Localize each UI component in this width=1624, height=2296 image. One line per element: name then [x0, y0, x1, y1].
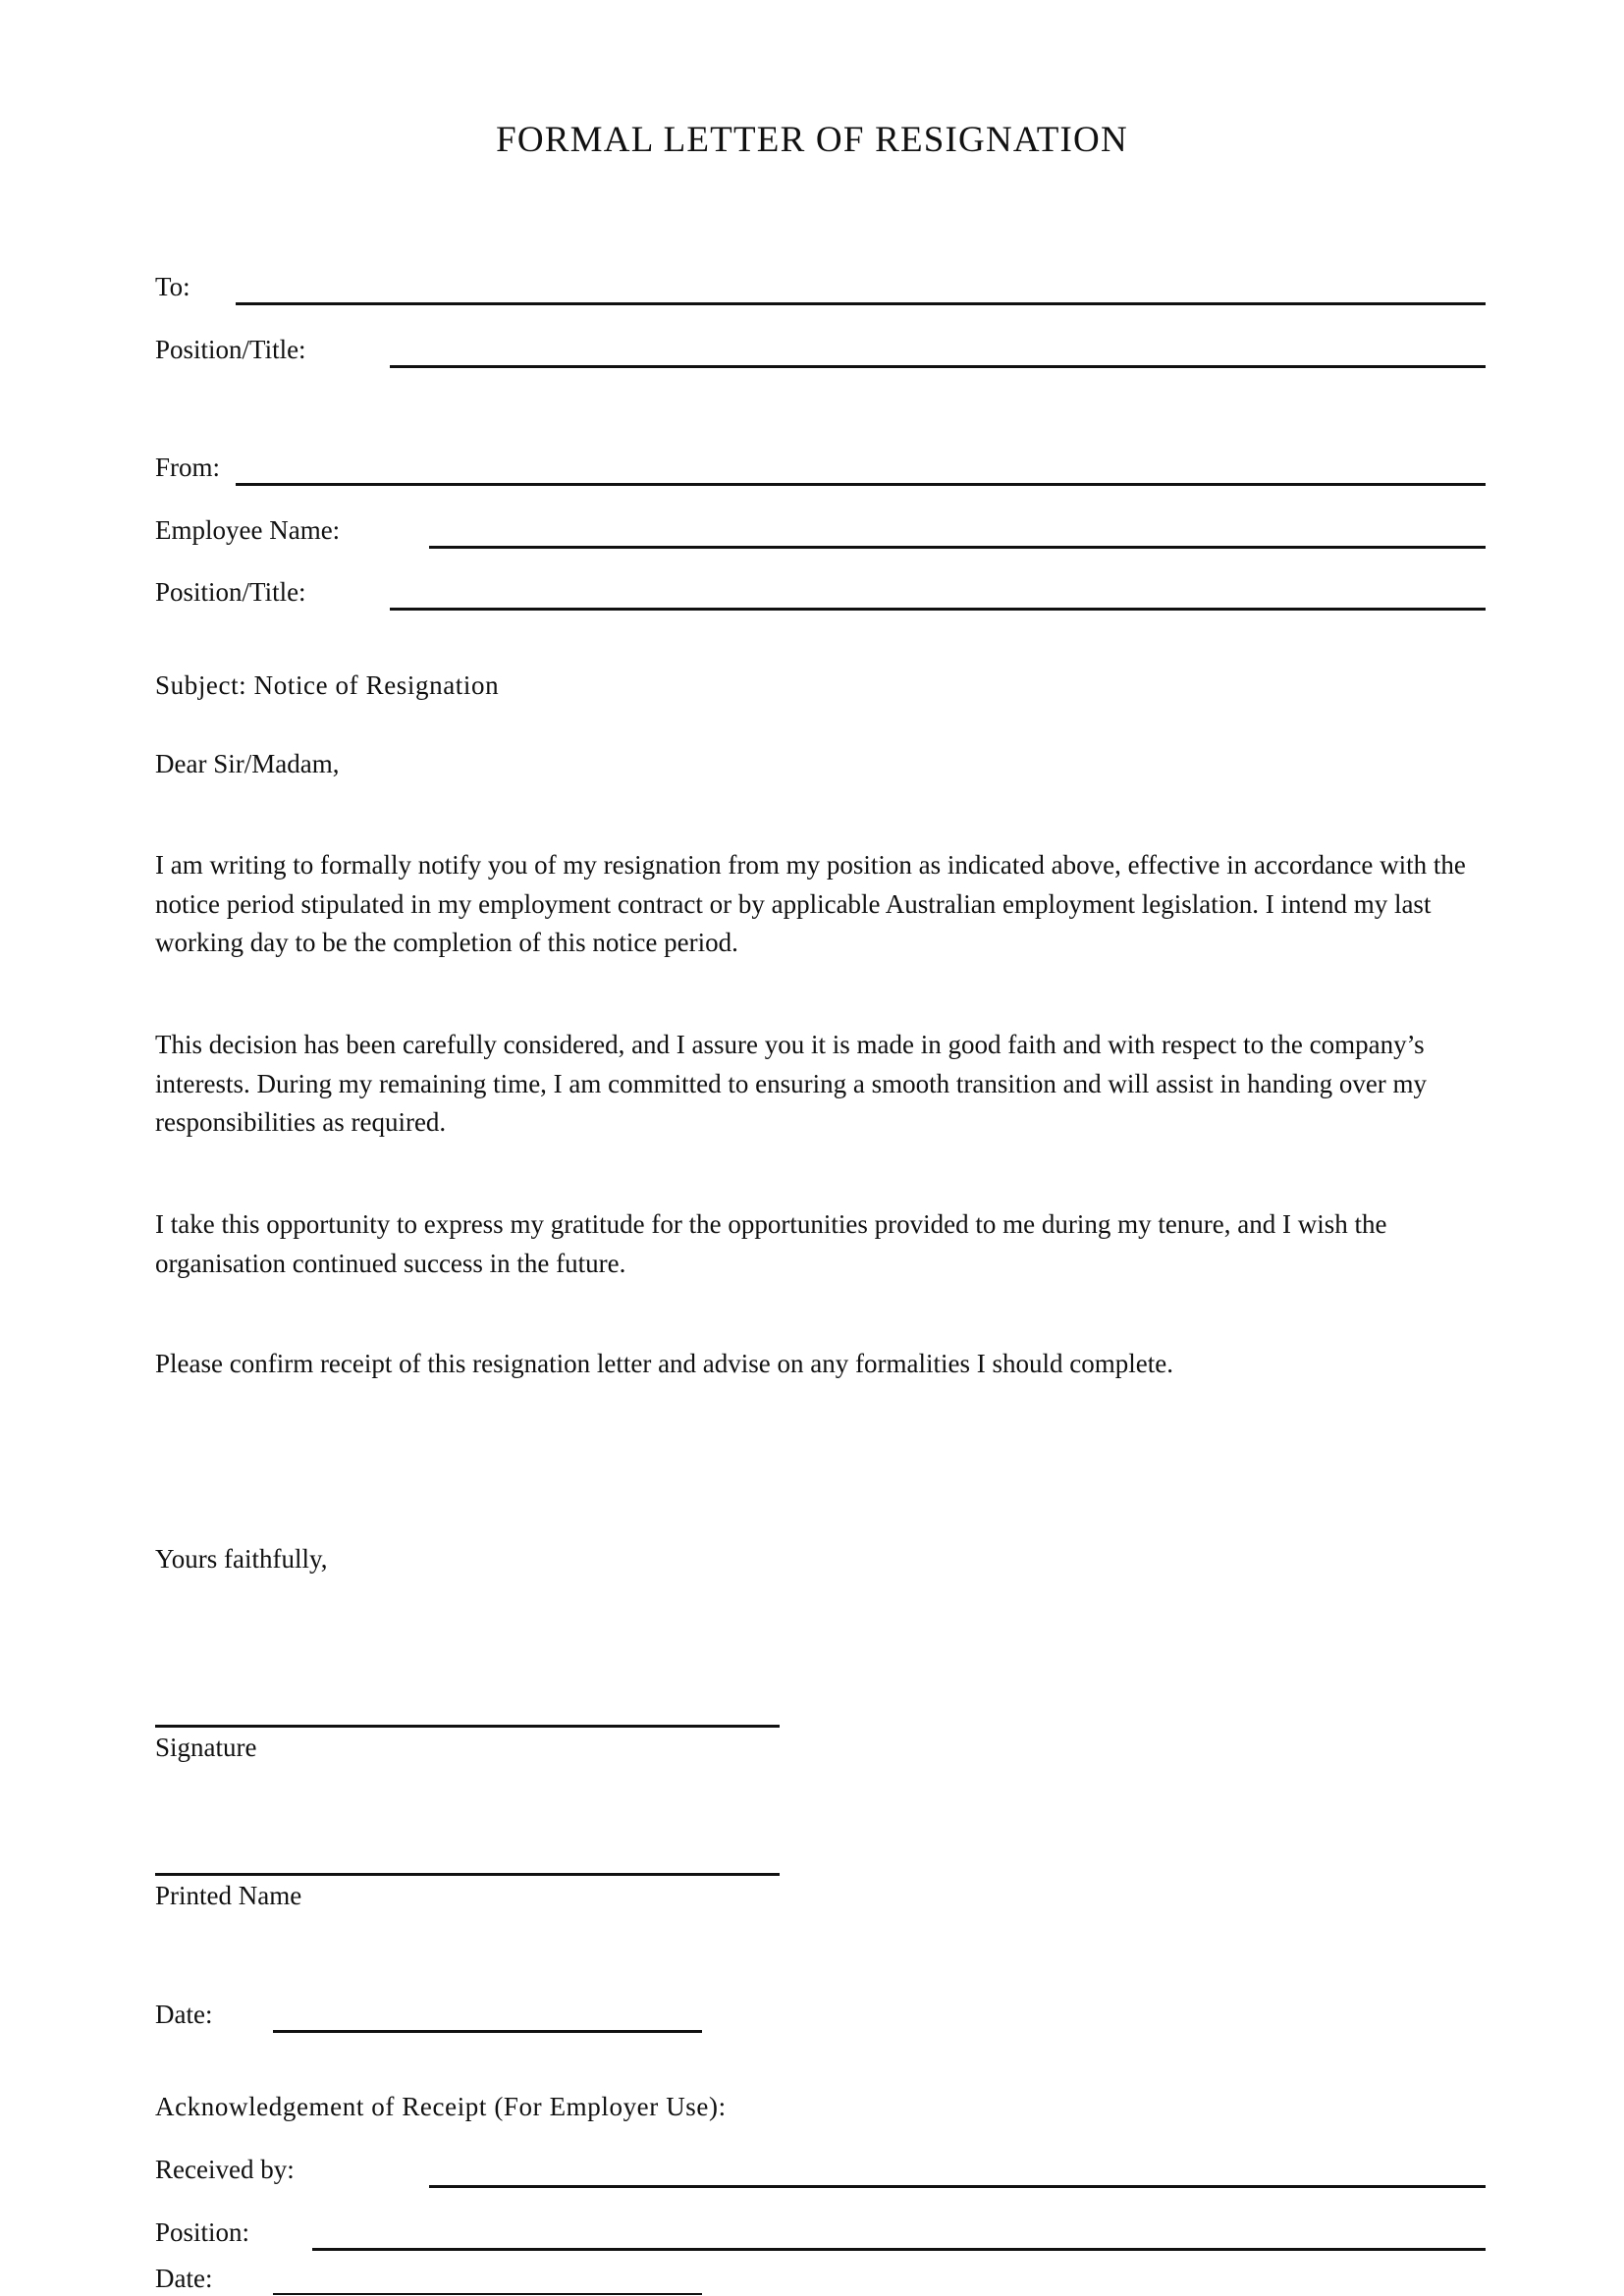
salutation: Dear Sir/Madam, — [155, 749, 340, 778]
signature-field-line[interactable] — [155, 1725, 780, 1728]
ack-position-field-line[interactable] — [312, 2248, 1486, 2251]
to-position-field-line[interactable] — [390, 365, 1486, 368]
printed-name-label: Printed Name — [155, 1881, 302, 1910]
ack-date-label: Date: — [155, 2264, 213, 2293]
received-by-label: Received by: — [155, 2155, 295, 2184]
signature-label: Signature — [155, 1733, 257, 1762]
from-position-field-line[interactable] — [390, 608, 1486, 611]
to-field-line[interactable] — [236, 302, 1486, 305]
ack-date-field-line[interactable] — [273, 2293, 702, 2295]
subject-line: Subject: Notice of Resignation — [155, 670, 500, 700]
body-paragraph-4: Please confirm receipt of this resignation letter and advise on any formalities I should complete. — [155, 1349, 1173, 1378]
body-paragraph-3: I take this opportunity to express my gratitude for the opportunities provided to me during my tenure, and I wish the organisation continued success in the future. — [155, 1209, 1387, 1278]
closing: Yours faithfully, — [155, 1544, 328, 1574]
to-position-label: Position/Title: — [155, 335, 306, 364]
acknowledgement-heading: Acknowledgement of Receipt (For Employer Use): — [155, 2092, 727, 2121]
from-position-label: Position/Title: — [155, 577, 306, 607]
body-paragraph-1: I am writing to formally notify you of my resignation from my position as indicated above, effective in accordance with the notice period stipulated in my employment contract or by applicable Australian employment legislation. I intend my last working day to be the completion of this notice period. — [155, 850, 1466, 957]
ack-position-label: Position: — [155, 2217, 250, 2247]
received-by-field-line[interactable] — [429, 2185, 1486, 2188]
employee-name-label: Employee Name: — [155, 515, 341, 545]
date-label: Date: — [155, 2000, 213, 2029]
from-field-line[interactable] — [236, 483, 1486, 486]
document-title: FORMAL LETTER OF RESIGNATION — [496, 120, 1128, 160]
date-field-line[interactable] — [273, 2030, 702, 2033]
to-label: To: — [155, 272, 190, 301]
from-label: From: — [155, 453, 221, 482]
employee-name-field-line[interactable] — [429, 546, 1486, 549]
body-paragraph-2: This decision has been carefully considered, and I assure you it is made in good faith and with respect to the company’s interests. During my remaining time, I am committed to ensuring a smooth transition and will assist in handing over my responsibilities as required. — [155, 1030, 1428, 1137]
printed-name-field-line[interactable] — [155, 1873, 780, 1876]
